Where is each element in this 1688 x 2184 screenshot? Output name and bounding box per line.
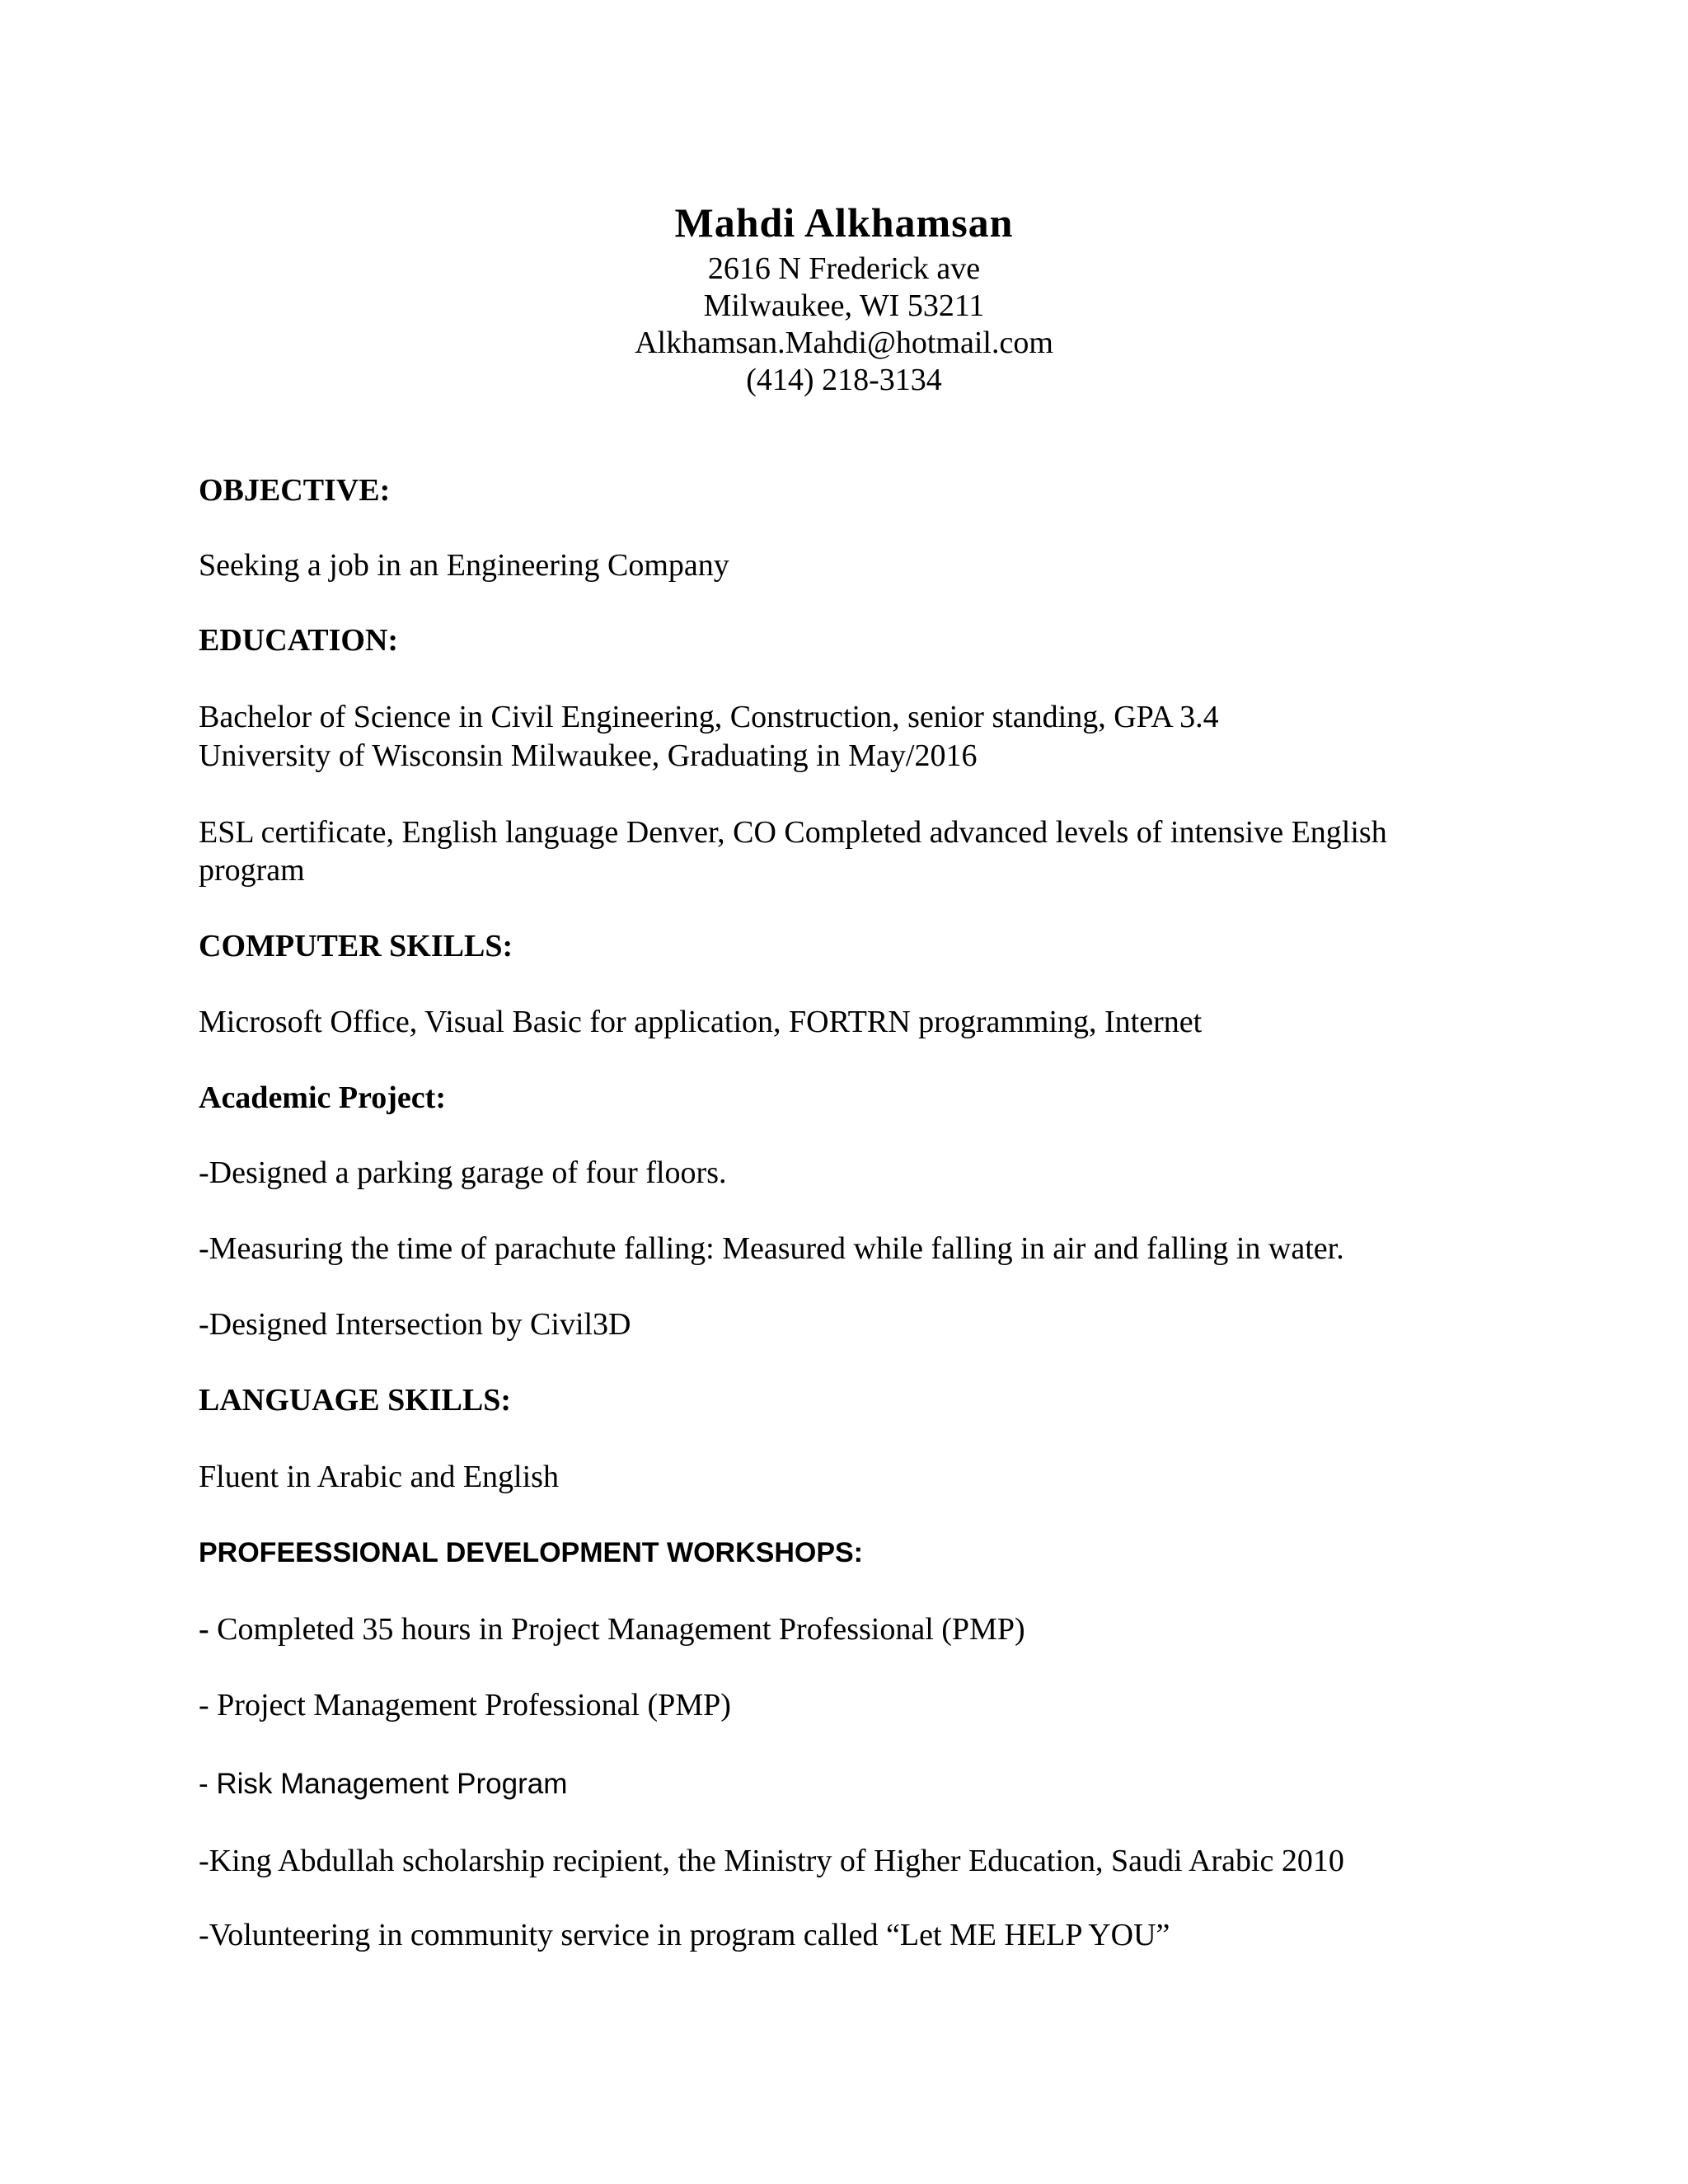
education-esl-line-2: program	[199, 853, 305, 888]
workshop-item-1	[199, 1611, 1025, 1648]
resume-header	[0, 194, 1688, 399]
candidate-name: Mahdi Alkhamsan	[674, 199, 1014, 246]
address-line-1: 2616 N Frederick ave	[707, 251, 981, 286]
phone-number: (414) 218-3134	[746, 363, 942, 397]
workshops-heading: PROFEESSIONAL DEVELOPMENT WORKSHOPS:	[199, 1537, 864, 1568]
education-university: University of Wisconsin Milwaukee, Graduating in May/2016	[199, 738, 978, 773]
address-line-2: Milwaukee, WI 53211	[703, 288, 985, 323]
academic-project-heading: Academic Project:	[199, 1080, 446, 1115]
computer-skills-heading: COMPUTER SKILLS:	[199, 929, 513, 963]
workshop-item-5: -Volunteering in community service in program called “Let ME HELP YOU”	[199, 1918, 1170, 1952]
workshop-item-1-dash: -	[199, 1612, 209, 1647]
objective-text: Seeking a job in an Engineering Company	[199, 548, 729, 583]
objective-heading: OBJECTIVE:	[199, 473, 391, 508]
education-degree: Bachelor of Science in Civil Engineering, Construction, senior standing, GPA 3.4	[199, 700, 1219, 734]
email-address: Alkhamsan.Mahdi@hotmail.com	[635, 326, 1053, 360]
education-esl-line-1: ESL certificate, English language Denver, CO Completed advanced levels of intensive English	[199, 815, 1387, 850]
workshop-item-1-text: Completed 35 hours in Project Management Professional (PMP)	[209, 1612, 1025, 1647]
academic-project-item: -Measuring the time of parachute falling: Measured while falling in air and falling in water.	[199, 1231, 1344, 1266]
workshop-item-4: -King Abdullah scholarship recipient, the Ministry of Higher Education, Saudi Arabic 2010	[199, 1844, 1344, 1878]
language-skills-heading: LANGUAGE SKILLS:	[199, 1383, 512, 1418]
workshop-item-2: - Project Management Professional (PMP)	[199, 1688, 731, 1722]
language-skills-text: Fluent in Arabic and English	[199, 1460, 559, 1494]
computer-skills-text: Microsoft Office, Visual Basic for application, FORTRN programming, Internet	[199, 1005, 1203, 1039]
academic-project-item: -Designed a parking garage of four floors.	[199, 1155, 727, 1190]
academic-project-item: -Designed Intersection by Civil3D	[199, 1307, 631, 1342]
workshop-item-3: - Risk Management Program	[199, 1768, 568, 1800]
education-heading: EDUCATION:	[199, 623, 399, 658]
